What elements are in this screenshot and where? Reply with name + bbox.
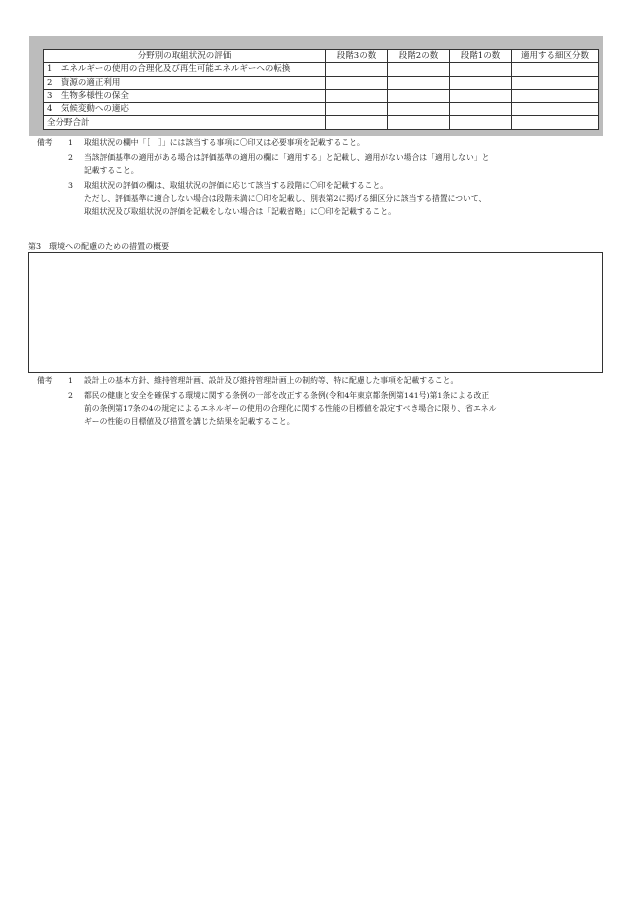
- cell-stage3[interactable]: [326, 89, 388, 102]
- cell-stage2[interactable]: [388, 63, 450, 76]
- note-text: 取組状況の評価の欄は、取組状況の評価に応じて該当する段階に〇印を記載すること。: [84, 181, 389, 190]
- note-number: 2: [68, 153, 73, 162]
- cell-stage2[interactable]: [388, 76, 450, 89]
- notes-block-2: [0, 375, 630, 435]
- notes-label: 備考: [37, 138, 53, 147]
- note-text: 取組状況の欄中「［ ］」には該当する事項に〇印又は必要事項を記載すること。: [84, 138, 365, 147]
- table-row: [44, 116, 599, 129]
- cell-stage3[interactable]: [326, 63, 388, 76]
- table-row: [44, 89, 599, 102]
- row-label-climate: 4 気候変動への適応: [44, 103, 326, 116]
- cell-stage1[interactable]: [450, 89, 512, 102]
- cell-stage3[interactable]: [326, 116, 388, 129]
- cell-stage3[interactable]: [326, 76, 388, 89]
- notes-label: 備考: [37, 376, 53, 385]
- row-label-resources: 2 資源の適正利用: [44, 76, 326, 89]
- section3-title: 第3 環境への配慮のための措置の概要: [28, 242, 170, 251]
- row-label-total: 全分野合計: [44, 116, 326, 129]
- cell-stage2[interactable]: [388, 89, 450, 102]
- cell-subdivisions[interactable]: [512, 103, 599, 116]
- notes-block-1: [0, 137, 630, 227]
- note-text: ギーの性能の目標値及び措置を講じた結果を記載すること。: [84, 417, 295, 426]
- cell-stage2[interactable]: [388, 103, 450, 116]
- cell-stage1[interactable]: [450, 63, 512, 76]
- note-number: 3: [68, 181, 73, 190]
- note-text: 前の条例第17条の4の規定によるエネルギーの使用の合理化に関する性能の目標値を設定すべき場合に限り、省エネル: [84, 404, 497, 413]
- cell-subdivisions[interactable]: [512, 76, 599, 89]
- header-category: 分野別の取組状況の評価: [44, 50, 326, 63]
- cell-subdivisions[interactable]: [512, 89, 599, 102]
- note-number: 1: [68, 376, 73, 385]
- cell-subdivisions[interactable]: [512, 116, 599, 129]
- table-row: [44, 76, 599, 89]
- note-text: 記載すること。: [84, 166, 139, 175]
- row-label-biodiversity: 3 生物多様性の保全: [44, 89, 326, 102]
- note-text: ただし、評価基準に適合しない場合は段階未満に〇印を記載し、別表第2に掲げる細区分に該当する措置について、: [84, 194, 487, 203]
- cell-stage1[interactable]: [450, 116, 512, 129]
- table-row: [44, 103, 599, 116]
- cell-subdivisions[interactable]: [512, 63, 599, 76]
- row-label-energy: 1 エネルギーの使用の合理化及び再生可能エネルギーへの転換: [44, 63, 326, 76]
- note-number: 1: [68, 138, 73, 147]
- header-stage2: 段階2の数: [388, 50, 450, 63]
- note-text: 取組状況及び取組状況の評価を記載をしない場合は「記載省略」に〇印を記載すること。: [84, 207, 396, 216]
- header-stage3: 段階3の数: [326, 50, 388, 63]
- cell-stage1[interactable]: [450, 76, 512, 89]
- note-number: 2: [68, 391, 73, 400]
- evaluation-table: [43, 49, 599, 130]
- table-row: [44, 63, 599, 76]
- header-stage1: 段階1の数: [450, 50, 512, 63]
- environmental-measures-box[interactable]: [28, 252, 603, 373]
- note-text: 都民の健康と安全を確保する環境に関する条例の一部を改正する条例(令和4年東京都条例第141号)第1条による改正: [84, 391, 490, 400]
- cell-stage2[interactable]: [388, 116, 450, 129]
- table-header-row: [44, 50, 599, 63]
- note-text: 設計上の基本方針、維持管理計画、設計及び維持管理計画上の制約等、特に配慮した事項を記載すること。: [84, 376, 459, 385]
- header-subdivisions: 適用する細区分数: [512, 50, 599, 63]
- cell-stage1[interactable]: [450, 103, 512, 116]
- note-text: 当該評価基準の適用がある場合は評価基準の適用の欄に「適用する」と記載し、適用がない場合は「適用しない」と: [84, 153, 490, 162]
- cell-stage3[interactable]: [326, 103, 388, 116]
